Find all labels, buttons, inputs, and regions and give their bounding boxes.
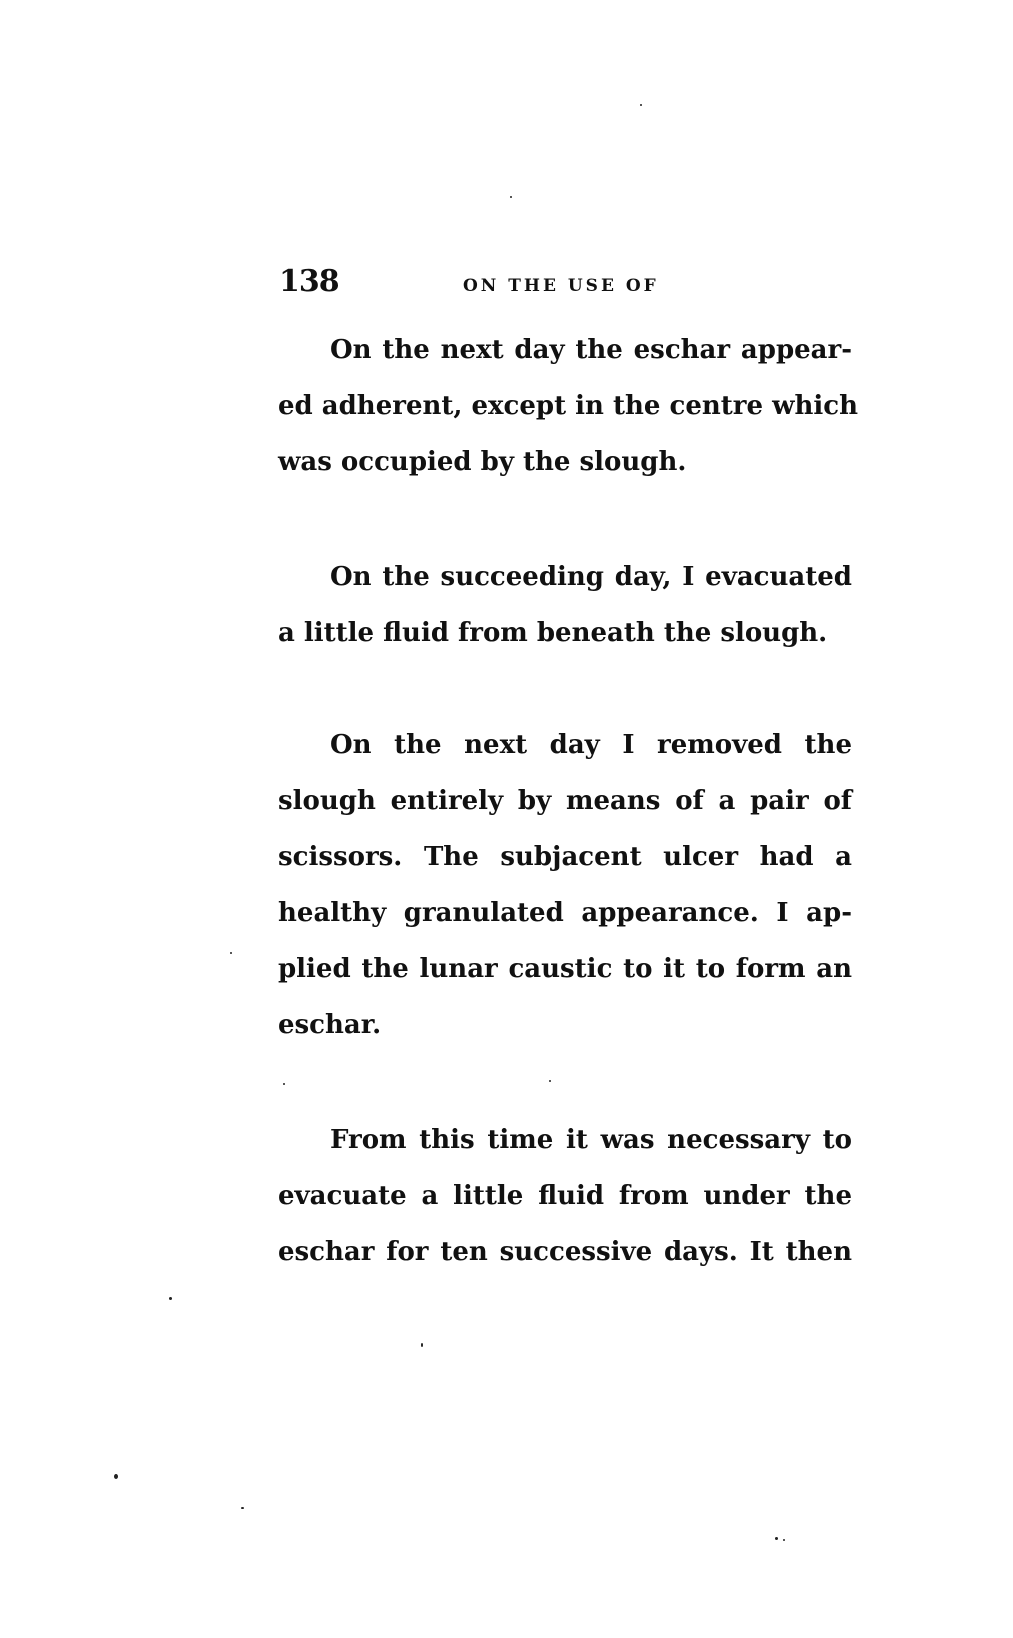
- text-line: On the next day I removed the: [330, 730, 852, 760]
- text-line: plied the lunar caustic to it to form an: [278, 954, 852, 984]
- scan-speck: [549, 1080, 551, 1082]
- text-line: a little fluid from beneath the slough.: [278, 618, 828, 648]
- paragraph-4: [278, 1112, 852, 1280]
- paragraph-1: [278, 322, 858, 490]
- text-line: From this time it was necessary to: [330, 1125, 852, 1155]
- scan-speck: [510, 196, 512, 198]
- text-line: ed adherent, except in the centre which: [278, 391, 858, 421]
- page-number: 138: [279, 264, 339, 299]
- text-line: On the next day the eschar appear-: [330, 335, 852, 365]
- scan-speck: [241, 1507, 244, 1509]
- text-line: eschar.: [278, 1010, 382, 1040]
- scan-speck: [775, 1537, 778, 1540]
- text-line: healthy granulated appearance. I ap-: [278, 898, 852, 928]
- scan-speck: [169, 1297, 172, 1300]
- text-line: was occupied by the slough.: [278, 447, 687, 477]
- text-line: slough entirely by means of a pair of: [278, 786, 852, 816]
- text-line: eschar for ten successive days. It then: [278, 1237, 852, 1267]
- text-line: On the succeeding day, I evacuated: [330, 562, 852, 592]
- scan-speck: [230, 952, 232, 954]
- scan-speck: [421, 1343, 423, 1347]
- scan-speck: [114, 1474, 118, 1479]
- paragraph-3: [278, 717, 852, 1053]
- paragraph-2: [278, 549, 852, 661]
- scan-speck: [783, 1539, 785, 1541]
- scan-speck: [640, 104, 642, 106]
- text-line: scissors. The subjacent ulcer had a: [278, 842, 852, 872]
- scan-speck: [283, 1083, 285, 1085]
- running-head: ON THE USE OF: [463, 276, 659, 296]
- page-header: [279, 264, 879, 304]
- text-line: evacuate a little fluid from under the: [278, 1181, 852, 1211]
